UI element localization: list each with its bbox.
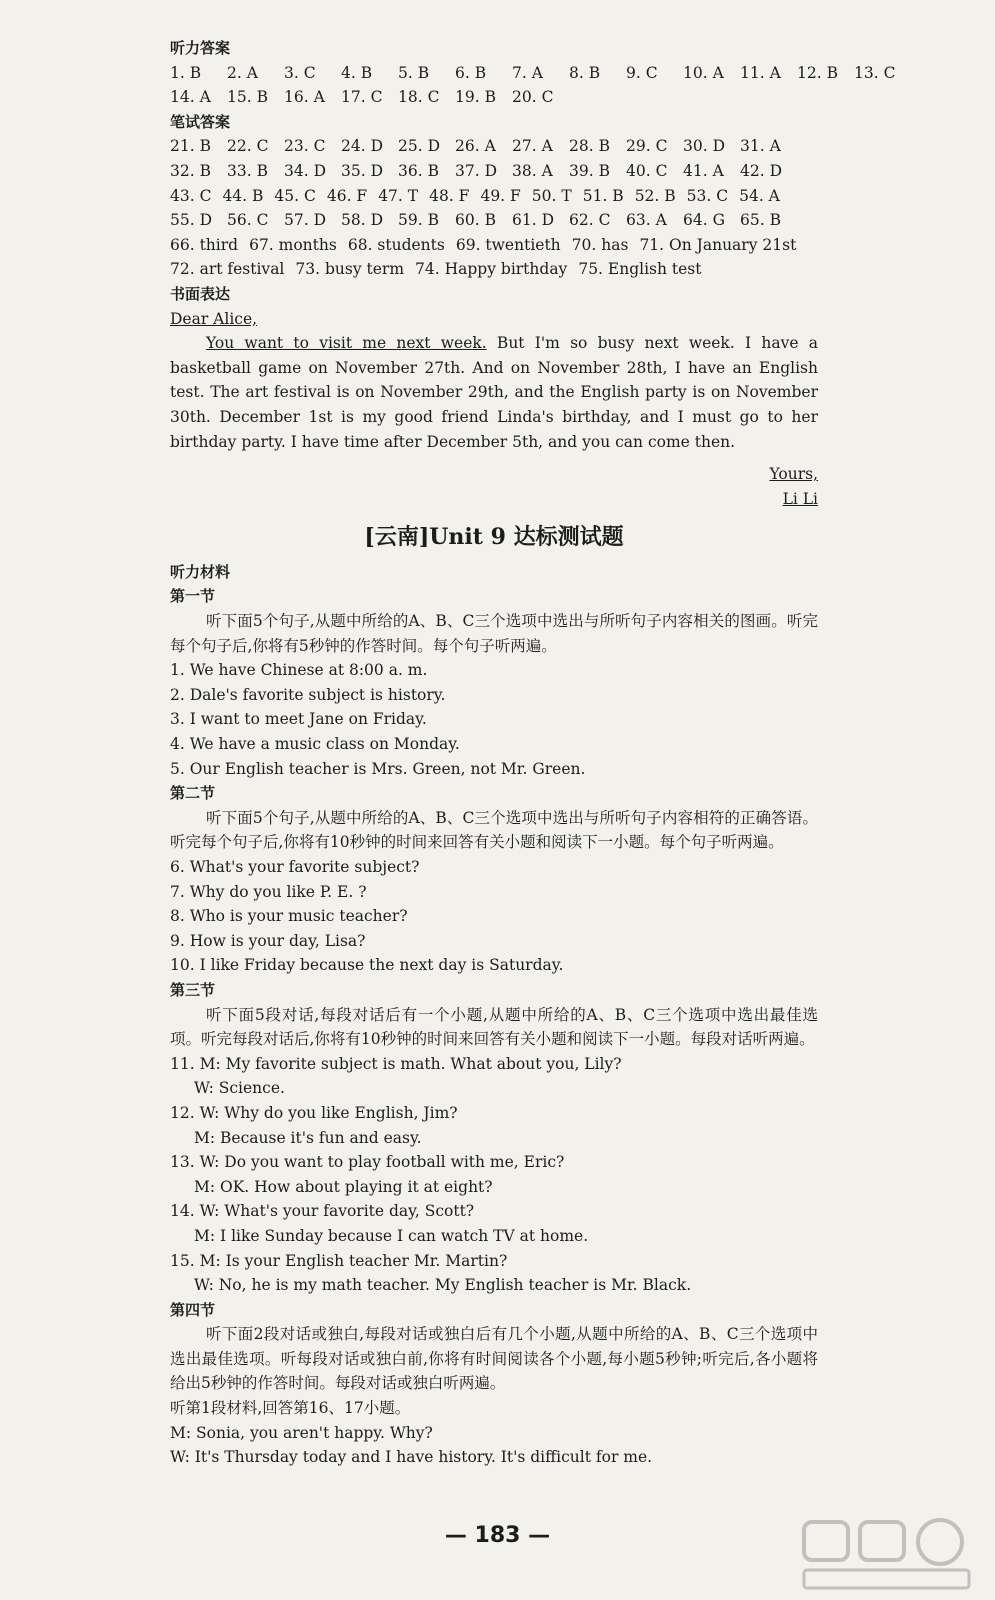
letter-signature: Li Li [782,489,818,508]
dialogue-line: 14. W: What's your favorite day, Scott? [170,1202,475,1221]
answer-item: 22. C [227,137,269,156]
watermark-logo-icon [800,1516,975,1594]
answer-item: 71. On January 21st [639,235,797,254]
answer-item: 39. B [569,161,610,180]
list-item: 7. Why do you like P. E. ? [170,882,367,901]
list-item: 5. Our English teacher is Mrs. Green, not Mr. Green. [170,759,586,778]
answer-item: 18. C [398,88,440,107]
answer-item: 37. D [455,161,498,180]
answer-item: 50. T [531,186,572,205]
list-item: 9. How is your day, Lisa? [170,931,366,950]
list-item: 8. Who is your music teacher? [170,907,408,926]
answer-item: 32. B [170,161,211,180]
answer-item: 7. A [512,63,543,82]
answer-item: 11. A [740,63,781,82]
answer-item: 2. A [227,63,258,82]
answer-item: 43. C [170,186,212,205]
answer-item: 31. A [740,137,781,156]
answer-item: 6. B [455,63,487,82]
answer-item: 55. D [170,211,213,230]
dialogue-line: M: I like Sunday because I can watch TV at home. [194,1226,589,1245]
dialogue-line: 12. W: Why do you like English, Jim? [170,1103,458,1122]
dialogue-line: W: No, he is my math teacher. My English teacher is Mr. Black. [194,1276,692,1295]
answer-item: 1. B [170,63,202,82]
dialogue-line: W: It's Thursday today and I have history. It's difficult for me. [170,1448,653,1467]
material-heading: 听力材料 [170,562,231,581]
answer-item: 5. B [398,63,430,82]
section-1-instructions: 听下面5个句子,从题中所给的A、B、C三个选项中选出与所听句子内容相关的图画。听完每个句子后,你将有5秒钟的作答时间。每个句子听两遍。 [170,612,818,655]
answer-item: 53. C [686,186,729,205]
list-item: 6. What's your favorite subject? [170,858,420,876]
answer-item: 69. twentieth [455,235,561,254]
answer-item: 60. B [455,211,496,230]
answer-item: 24. D [341,137,384,156]
answer-item: 19. B [455,88,496,107]
written-answers-row-5 [170,233,818,258]
answer-item: 28. B [569,137,610,156]
answer-item: 44. B [222,186,264,205]
list-item: 4. We have a music class on Monday. [170,735,460,754]
answer-item: 67. months [249,235,337,254]
answer-item: 73. busy term [295,260,405,279]
answer-item: 38. A [512,161,553,180]
writing-heading: 书面表达 [170,284,231,303]
section-3-instructions: 听下面5段对话,每段对话后有一个小题,从题中所给的A、B、C三个选项中选出最佳选项。听完每段对话后,你将有10秒钟的时间来回答有关小题和阅读下一小题。每段对话听两遍。 [170,1005,818,1049]
list-item: 1. We have Chinese at 8:00 a. m. [170,661,428,680]
page-content [170,36,896,1470]
written-answers-row-1 [170,134,818,159]
written-answers-row-6 [170,257,818,282]
answer-item: 26. A [455,137,496,156]
answer-item: 54. A [739,186,780,205]
answer-item: 25. D [398,137,441,156]
unit-title: [云南]Unit 9 达标测试题 [364,524,624,551]
answer-item: 48. F [429,186,470,205]
answer-item: 33. B [227,161,268,180]
answer-item: 41. A [683,161,724,180]
written-answers-heading: 笔试答案 [170,112,231,131]
letter-greeting: Dear Alice, [170,309,258,328]
dialogue-line: 11. M: My favorite subject is math. What about you, Lily? [170,1054,622,1073]
answer-item: 49. F [480,186,521,205]
answer-item: 75. English test [578,260,702,279]
answer-item: 15. B [227,88,268,107]
answer-item: 47. T [378,186,419,205]
answer-item: 68. students [347,235,445,254]
listening-answers-heading: 听力答案 [170,39,231,57]
answer-item: 35. D [341,161,384,180]
letter-closing: Yours, [769,465,818,484]
section-4-lead: 听第1段材料,回答第16、17小题。 [170,1399,411,1418]
answer-item: 56. C [227,211,269,230]
section-4-title: 第四节 [170,1300,216,1319]
answer-item: 10. A [683,63,724,82]
written-answers-row-2 [170,159,818,184]
answer-item: 62. C [569,211,611,230]
letter-body-text: But I'm so busy next week. I have a basketball game on November 27th. And on November 28th, I have an English test. The art festival is on November 29th, and the English party is on November 30th. December 1st is my good friend Linda's birthday, and I must go to her birthday party. I have time after December 5th, and you can come then. [170,334,818,451]
written-answers-row-4 [170,208,818,233]
written-answers-row-3 [170,184,818,209]
answer-item: 40. C [626,161,668,180]
listening-answers-row-2 [170,85,818,110]
answer-item: 65. B [740,211,781,230]
answer-item: 58. D [341,211,384,230]
answer-item: 61. D [512,211,555,230]
answer-item: 30. D [683,137,726,156]
dialogue-line: M: Because it's fun and easy. [194,1128,422,1147]
answer-item: 14. A [170,88,211,107]
section-2-title: 第二节 [170,784,216,803]
list-item: 2. Dale's favorite subject is history. [170,685,446,704]
answer-item: 59. B [398,211,439,230]
list-item: 3. I want to meet Jane on Friday. [170,710,427,729]
answer-item: 16. A [284,88,325,107]
answer-item: 52. B [634,186,676,205]
section-3-title: 第三节 [170,980,216,999]
section-1-title: 第一节 [170,587,216,606]
dialogue-line: 13. W: Do you want to play football with me, Eric? [170,1153,565,1172]
answer-item: 29. C [626,137,668,156]
letter-first-sentence: You want to visit me next week. [206,334,487,353]
answer-item: 20. C [512,88,554,107]
answer-item: 21. B [170,137,211,156]
answer-item: 66. third [170,235,239,254]
answer-item: 34. D [284,161,327,180]
answer-item: 42. D [740,161,783,180]
answer-item: 17. C [341,88,383,107]
dialogue-line: M: Sonia, you aren't happy. Why? [170,1423,433,1442]
page-number: — 183 — [444,1523,551,1548]
answer-item: 13. C [854,63,896,82]
dialogue-line: M: OK. How about playing it at eight? [194,1177,493,1196]
answer-item: 3. C [284,63,316,82]
answer-item: 64. G [683,211,725,230]
section-4-instructions: 听下面2段对话或独白,每段对话或独白后有几个小题,从题中所给的A、B、C三个选项中选出最佳选项。听每段对话或独白前,你将有时间阅读各个小题,每小题5秒钟;听完后,各小题将给出5秒钟的作答时间。每段对话或独白听两遍。 [170,1325,818,1393]
answer-item: 74. Happy birthday [415,260,568,279]
answer-item: 4. B [341,63,373,82]
answer-item: 70. has [571,235,629,254]
answer-item: 36. B [398,161,439,180]
answer-item: 51. B [582,186,624,205]
listening-answers-row-1 [170,61,896,86]
answer-item: 46. F [326,186,368,205]
answer-item: 63. A [626,211,667,230]
answer-item: 57. D [284,211,327,230]
answer-item: 8. B [569,63,601,82]
list-item: 10. I like Friday because the next day is Saturday. [170,956,564,975]
letter-body [170,331,818,454]
dialogue-line: W: Science. [194,1079,285,1098]
answer-item: 12. B [797,63,838,82]
answer-item: 9. C [626,63,658,82]
answer-item: 27. A [512,137,553,156]
answer-item: 23. C [284,137,326,156]
dialogue-line: 15. M: Is your English teacher Mr. Martin? [170,1251,508,1270]
section-2-instructions: 听下面5个句子,从题中所给的A、B、C三个选项中选出与所听句子内容相符的正确答语。听完每个句子后,你将有10秒钟的时间来回答有关小题和阅读下一小题。每个句子听两遍。 [170,808,818,852]
answer-item: 72. art festival [170,260,285,279]
answer-item: 45. C [274,186,316,205]
